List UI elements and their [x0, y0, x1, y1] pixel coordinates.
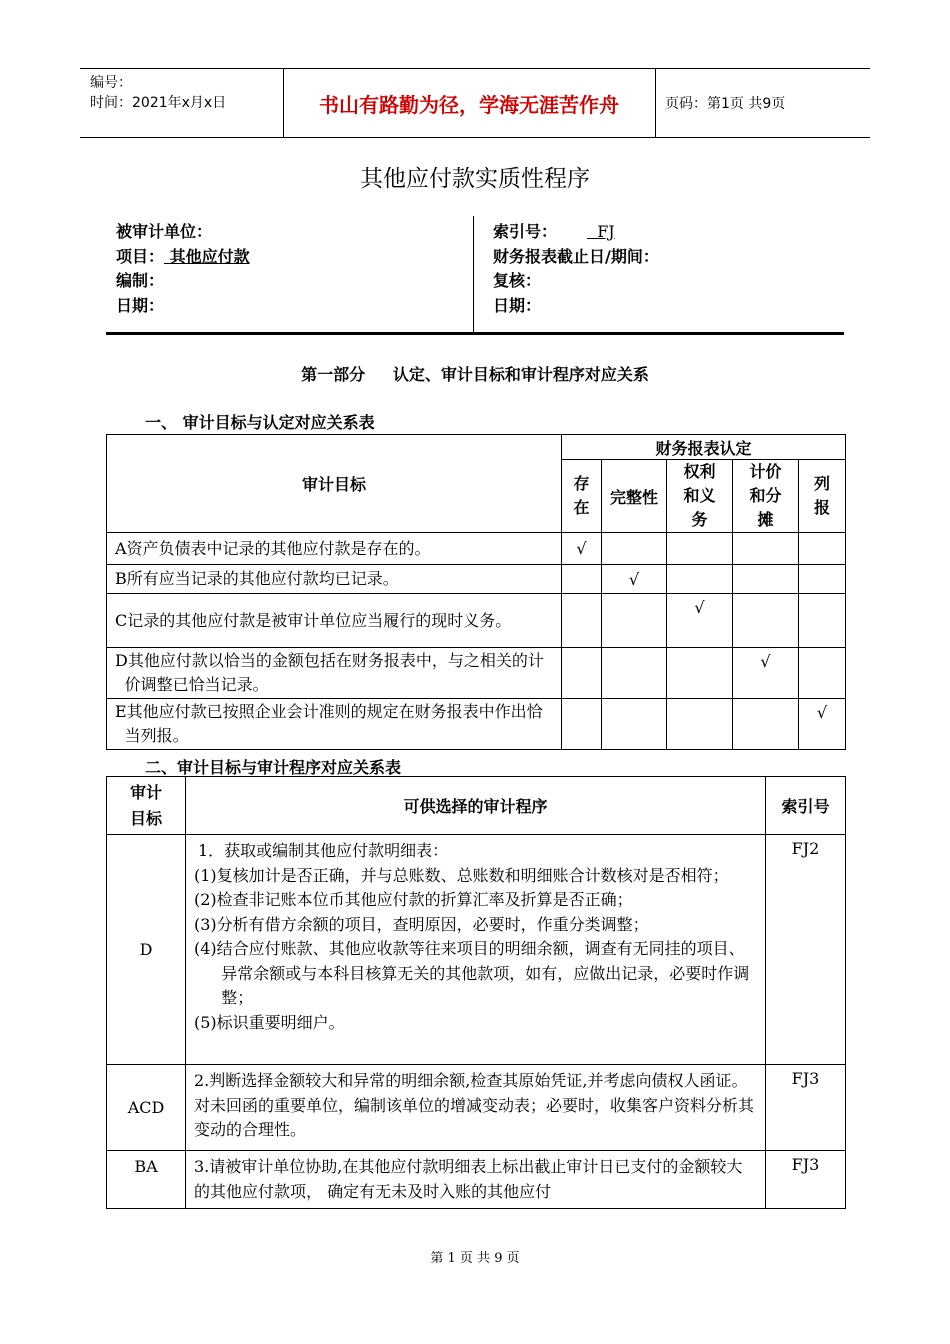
page-footer: 第 1 页 共 9 页 [430, 1251, 520, 1266]
procedure-line: (2)检查非记账本位币其他应付款的折算汇率及折算是否正确； [194, 890, 633, 909]
goal-cell: BA [107, 1151, 186, 1209]
info-left [116, 220, 250, 318]
index-cell: FJ2 [766, 835, 846, 1065]
table-row [107, 1065, 846, 1151]
objective-cell: B所有应当记录的其他应付款均已记录。 [107, 565, 562, 594]
index-cell: FJ3 [766, 1151, 846, 1209]
procedure-line: 1．获取或编制其他应付款明细表： [198, 841, 449, 860]
objective-assertion-table [106, 434, 846, 750]
info-divider [473, 216, 474, 332]
assertion-header: 存在 [562, 460, 602, 533]
procedure-cell: 3.请被审计单位协助,在其他应付款明细表上标出截止审计日已支付的金额较大的其他应付款项， 确定有无未及时入账的其他应付 [186, 1151, 766, 1209]
assertion-header: 计价和分摊 [733, 460, 799, 533]
objective-header: 审计目标 [107, 435, 562, 533]
goal-cell: ACD [107, 1065, 186, 1151]
header-motto: 书山有路勤为径，学海无涯苦作舟 [319, 92, 619, 117]
review-label: 复核： [493, 271, 542, 290]
assertion-header: 权利和义务 [667, 460, 733, 533]
assertion-group-header: 财务报表认定 [562, 435, 846, 460]
objective-cell: D其他应付款以恰当的金额包括在财务报表中，与之相关的计价调整已恰当记录。 [107, 648, 562, 699]
check-mark: √ [562, 533, 602, 565]
table-row [107, 835, 846, 1065]
info-block [106, 216, 844, 335]
check-mark: √ [667, 594, 733, 648]
assertion-header: 完整性 [602, 460, 667, 533]
procedure-line: (4)结合应付账款、其他应收款等往来项目的明细余额，调查有无同挂的项目、异常余额或与本科目核算无关的其他款项，如有，应做出记录，必要时作调整； [194, 939, 750, 1007]
table-row [107, 699, 846, 750]
page-header [80, 68, 870, 138]
check-mark: √ [602, 565, 667, 594]
project-value: 其他应付款 [169, 246, 250, 266]
objective-cell: A资产负债表中记录的其他应付款是存在的。 [107, 533, 562, 565]
number-label: 编号： [90, 75, 132, 91]
procedure-cell [186, 835, 766, 1065]
procedure-line: (1)复核加计是否正确，并与总账数、总账数和明细账合计数核对是否相符； [194, 865, 729, 885]
period-label: 财务报表截止日/期间： [493, 246, 659, 266]
goal-header: 审计目标 [107, 777, 186, 835]
objective-procedure-table [106, 776, 846, 1209]
page-code: 页码：第1页 共9页 [665, 96, 786, 112]
date-label: 日期： [116, 295, 165, 315]
project-row [116, 245, 250, 270]
procedure-line: (5)标识重要明细户。 [194, 1012, 345, 1032]
table-row [107, 648, 846, 699]
part-title: 第一部分 认定、审计目标和审计程序对应关系 [301, 365, 649, 384]
date2-label: 日期： [493, 295, 542, 315]
table-row [107, 533, 846, 565]
index-label: 索引号： [493, 222, 558, 241]
table-row [107, 594, 846, 648]
goal-cell: D [107, 835, 186, 1065]
project-label: 项目： [116, 246, 165, 266]
check-mark: √ [799, 699, 846, 750]
document-title: 其他应付款实质性程序 [360, 166, 590, 192]
procedure-cell: 2.判断选择金额较大和异常的明细余额,检查其原始凭证,并考虑向债权人函证。对未回函的重要单位，编制该单位的增减变动表；必要时，收集客户资料分析其变动的合理性。 [186, 1065, 766, 1151]
header-meta [90, 73, 226, 113]
index-cell: FJ3 [766, 1065, 846, 1151]
preparer-label: 编制： [116, 271, 165, 290]
index-row [493, 220, 659, 245]
objective-cell: C记录的其他应付款是被审计单位应当履行的现时义务。 [107, 594, 562, 648]
info-right [493, 220, 659, 318]
index-value: FJ [597, 222, 615, 241]
procedure-header: 可供选择的审计程序 [186, 777, 766, 835]
procedure-line: (3)分析有借方余额的项目，查明原因，必要时，作重分类调整； [194, 914, 649, 934]
assertion-header: 列报 [799, 460, 846, 533]
section-title: 一、 审计目标与认定对应关系表 [145, 413, 375, 432]
table-row [107, 565, 846, 594]
header-divider [655, 69, 656, 137]
index-header: 索引号 [766, 777, 846, 835]
time-label: 时间：2021年x月x日 [90, 95, 227, 111]
check-mark: √ [733, 648, 799, 699]
objective-cell: E其他应付款已按照企业会计准则的规定在财务报表中作出恰当列报。 [107, 699, 562, 750]
table-row [107, 1151, 846, 1209]
auditee-label: 被审计单位： [116, 222, 213, 241]
section-title: 二、审计目标与审计程序对应关系表 [145, 758, 402, 777]
